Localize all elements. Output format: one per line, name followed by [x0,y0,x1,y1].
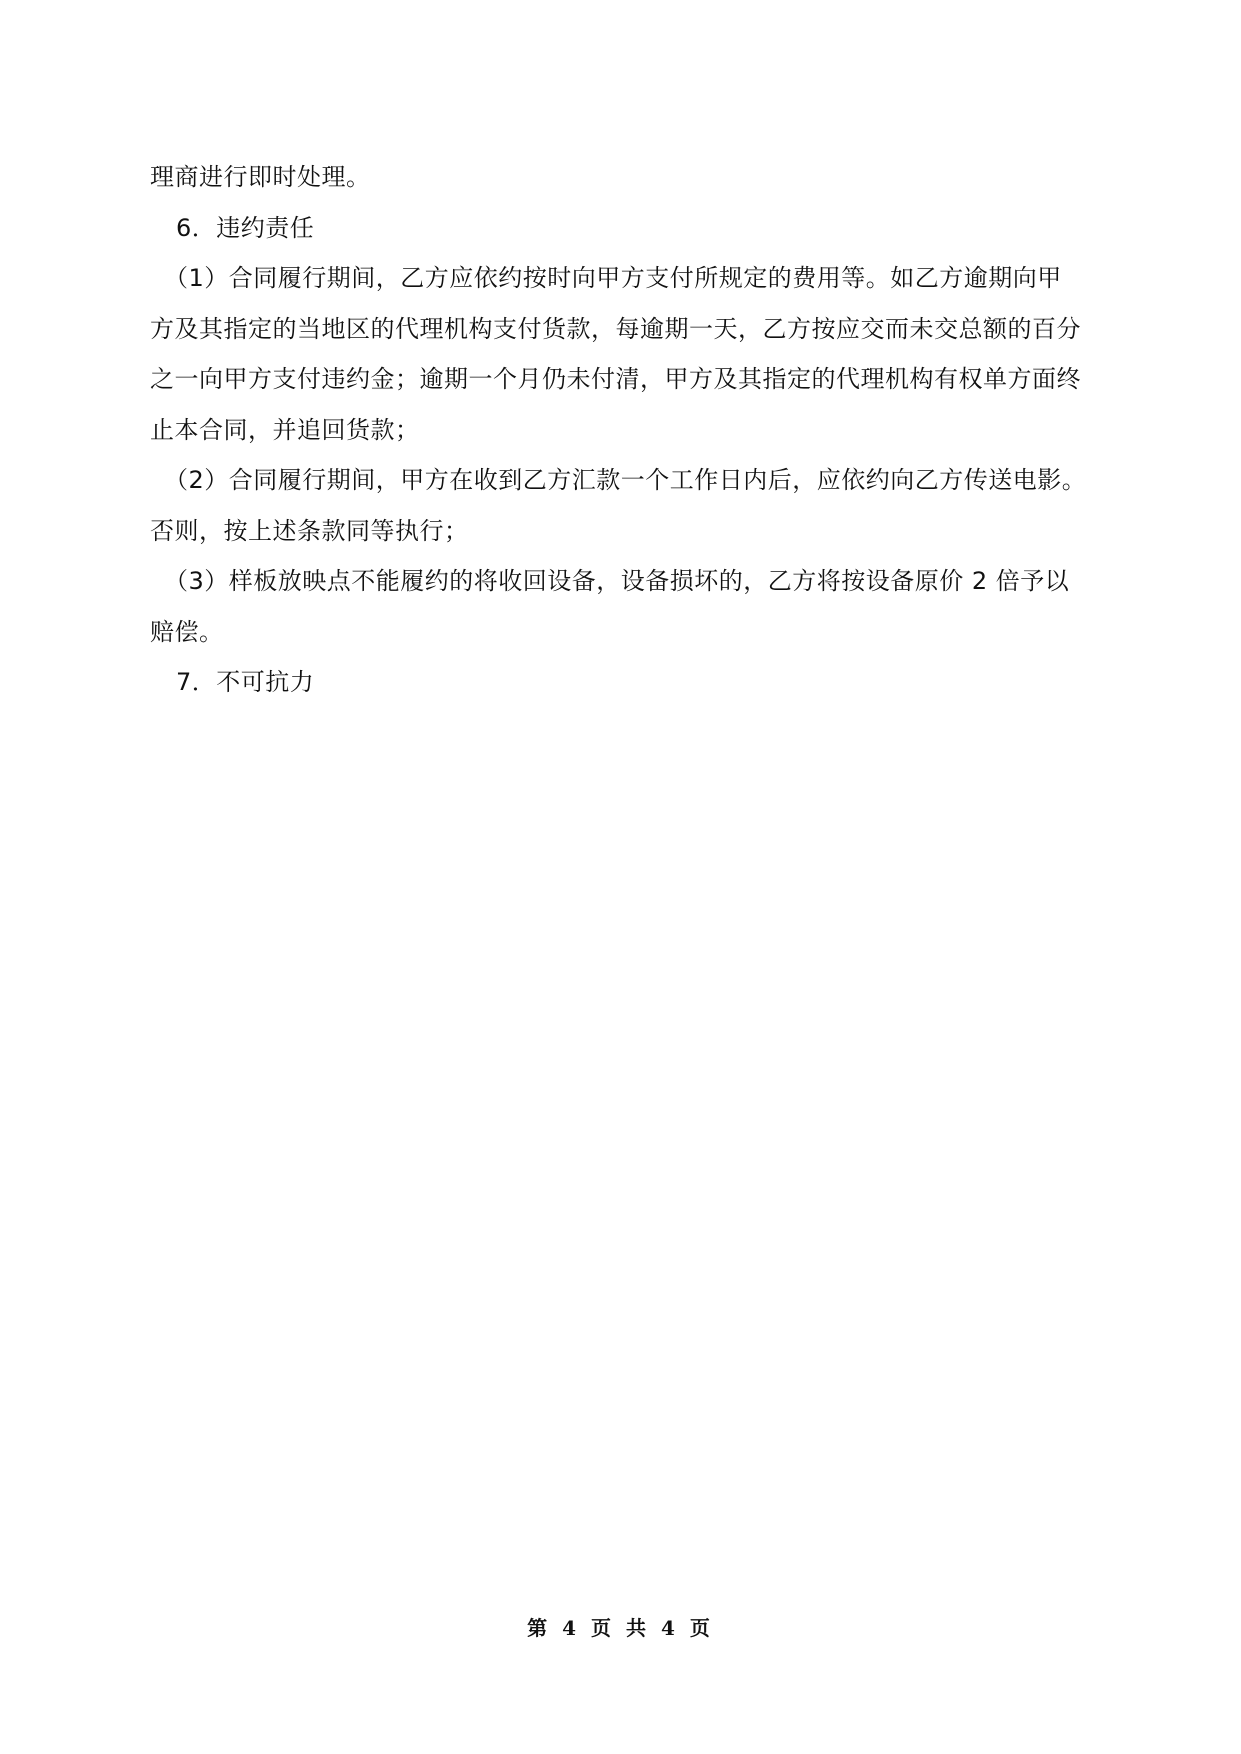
section-heading: 6．违约责任 [176,213,315,242]
paragraph-line: （2）合同履行期间，甲方在收到乙方汇款一个工作日内后，应依约向乙方传送电影。 [164,466,1087,494]
paragraph-line: （1）合同履行期间，乙方应依约按时向甲方支付所规定的费用等。如乙方逾期向甲 [164,264,1062,292]
paragraph-line: 止本合同，并追回货款； [150,415,420,444]
paragraph-line: （3）样板放映点不能履约的将收回设备，设备损坏的，乙方将按设备原价 2 倍予以 [164,567,1070,595]
document-body [150,152,1106,708]
page-number-footer: 第 4 页 共 4 页 [527,1616,714,1640]
paragraph-line: 理商进行即时处理。 [150,163,371,191]
paragraph-line: 赔偿。 [150,617,224,646]
section-heading: 7．不可抗力 [176,668,315,696]
paragraph-line: 否则，按上述条款同等执行； [150,516,469,545]
paragraph-line: 之一向甲方支付违约金；逾期一个月仍未付清，甲方及其指定的代理机构有权单方面终 [150,365,1081,393]
paragraph-line: 方及其指定的当地区的代理机构支付货款，每逾期一天，乙方按应交而未交总额的百分 [150,314,1081,343]
